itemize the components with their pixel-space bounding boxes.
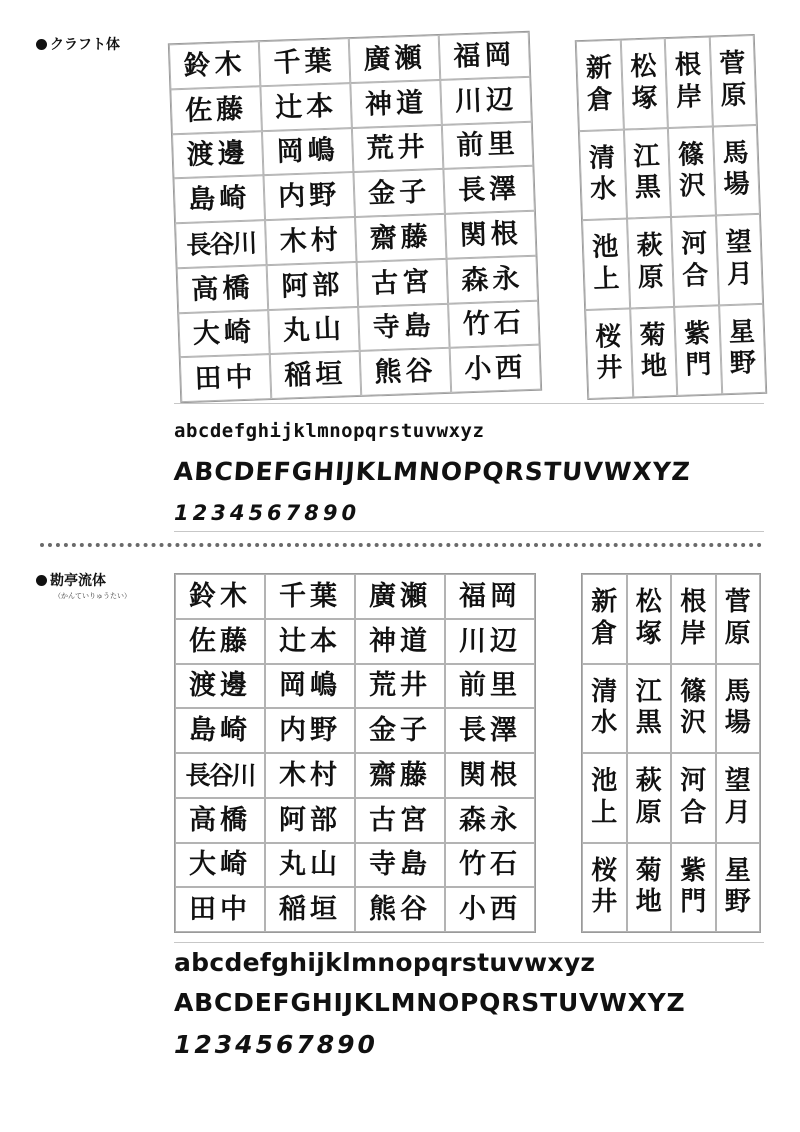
surname-text: 河合 xyxy=(680,766,707,828)
name-cell xyxy=(442,121,534,169)
surname-text: 田中 xyxy=(189,894,251,926)
surname-text: 岡嶋 xyxy=(279,670,341,702)
surname-text: 根岸 xyxy=(674,49,703,113)
name-cell xyxy=(353,169,445,217)
bullet-icon xyxy=(36,39,47,50)
surname-text: 阿部 xyxy=(280,269,344,303)
section-label-text: クラフト体 xyxy=(50,37,120,53)
name-cell xyxy=(175,843,265,888)
surname-text: 望月 xyxy=(724,766,751,828)
name-cell xyxy=(175,753,265,798)
divider xyxy=(174,403,764,404)
name-cell xyxy=(709,35,757,126)
name-cell xyxy=(582,843,627,933)
surname-text: 根岸 xyxy=(680,587,707,649)
section-label-text: 勘亭流体 xyxy=(50,573,106,589)
surname-text: 神道 xyxy=(364,87,428,121)
name-cell xyxy=(175,220,267,268)
surname-text: 内野 xyxy=(279,715,341,747)
surname-text: 内野 xyxy=(277,179,341,213)
surname-text: 齋藤 xyxy=(369,759,431,791)
surname-text: 森永 xyxy=(459,804,521,836)
name-cell xyxy=(445,887,535,932)
lowercase-sample: abcdefghijklmnopqrstuvwxyz xyxy=(174,948,596,977)
surname-text: 辻本 xyxy=(274,90,338,124)
surname-text: 寺島 xyxy=(372,310,436,344)
name-cell xyxy=(579,129,627,220)
name-cell xyxy=(439,32,531,80)
name-cell xyxy=(716,664,761,754)
uppercase-sample: ABCDEFGHIJKLMNOPQRSTUVWXYZ xyxy=(174,988,686,1017)
name-cell xyxy=(355,619,445,664)
surname-text: 桜井 xyxy=(591,855,618,918)
name-cell xyxy=(265,708,355,753)
bullet-icon xyxy=(36,575,47,586)
name-cell xyxy=(358,303,450,351)
divider xyxy=(174,531,764,532)
name-cell xyxy=(716,574,761,664)
name-cell xyxy=(445,574,535,619)
name-cell xyxy=(582,753,627,843)
name-sample-table-vertical xyxy=(575,34,767,400)
surname-text: 江黒 xyxy=(635,676,662,739)
name-cell xyxy=(262,128,354,176)
surname-text: 桜井 xyxy=(594,321,624,384)
surname-text: 星野 xyxy=(724,855,751,918)
surname-text: 熊谷 xyxy=(369,894,431,926)
surname-text: 鈴木 xyxy=(189,580,251,612)
surname-text: 渡邊 xyxy=(189,670,251,702)
surname-text: 清水 xyxy=(591,676,618,739)
name-cell xyxy=(627,753,672,843)
name-cell xyxy=(443,166,535,214)
name-cell xyxy=(447,255,539,303)
name-cell xyxy=(259,38,351,86)
surname-text: 島崎 xyxy=(187,182,251,216)
name-cell xyxy=(355,574,445,619)
name-cell xyxy=(175,664,265,709)
name-cell xyxy=(170,86,262,134)
name-cell xyxy=(627,217,675,308)
name-cell xyxy=(355,708,445,753)
name-cell xyxy=(445,843,535,888)
name-cell xyxy=(674,305,722,396)
surname-text: 稲垣 xyxy=(279,894,341,926)
name-cell xyxy=(445,708,535,753)
surname-text: 前里 xyxy=(456,128,520,162)
surname-text: 古宮 xyxy=(370,265,434,300)
name-cell xyxy=(630,306,678,397)
name-cell xyxy=(175,619,265,664)
name-cell xyxy=(715,214,763,305)
surname-text: 竹石 xyxy=(459,849,521,881)
name-cell xyxy=(260,83,352,131)
section-title-craft xyxy=(36,38,120,52)
surname-text: 紫門 xyxy=(683,318,712,381)
surname-text: 千葉 xyxy=(273,45,337,79)
name-cell xyxy=(169,41,261,89)
surname-text: 馬場 xyxy=(722,137,751,201)
surname-text: 小西 xyxy=(463,352,527,386)
surname-text: 星野 xyxy=(728,316,757,380)
surname-text: 荒井 xyxy=(366,131,430,165)
surname-text: 田中 xyxy=(194,361,258,395)
surname-text: 金子 xyxy=(367,176,431,210)
name-sample-table-vertical xyxy=(581,573,761,933)
surname-text: 大崎 xyxy=(192,316,256,351)
surname-text: 松塚 xyxy=(635,587,662,649)
surname-text: 神道 xyxy=(369,625,431,657)
surname-text: 佐藤 xyxy=(184,93,248,127)
name-cell xyxy=(268,306,360,354)
name-cell xyxy=(576,40,624,131)
name-cell xyxy=(671,664,716,754)
surname-text: 寺島 xyxy=(369,849,431,881)
name-cell xyxy=(627,574,672,664)
surname-text: 高橋 xyxy=(190,272,254,306)
surname-text: 菅原 xyxy=(724,587,751,649)
surname-text: 長澤 xyxy=(457,173,521,207)
surname-text: 金子 xyxy=(369,715,431,747)
name-cell xyxy=(671,843,716,933)
surname-text: 廣瀬 xyxy=(369,580,431,612)
surname-text: 河合 xyxy=(680,228,709,292)
surname-text: 関根 xyxy=(459,218,523,252)
name-cell xyxy=(175,887,265,932)
name-cell xyxy=(265,619,355,664)
name-cell xyxy=(177,265,269,313)
name-cell xyxy=(585,308,633,399)
name-cell xyxy=(445,753,535,798)
name-cell xyxy=(665,37,713,128)
surname-text: 福岡 xyxy=(459,580,521,612)
name-cell xyxy=(174,175,266,223)
lowercase-sample: abcdefghijklmnopqrstuvwxyz xyxy=(174,420,485,442)
surname-text: 千葉 xyxy=(279,580,341,612)
numeral-sample: 1234567890 xyxy=(174,501,361,525)
surname-text: 丸山 xyxy=(279,849,341,881)
numeral-sample: 1234567890 xyxy=(174,1030,378,1059)
surname-text: 齋藤 xyxy=(369,221,433,255)
name-cell xyxy=(445,664,535,709)
surname-text: 高橋 xyxy=(189,804,251,836)
surname-text: 鈴木 xyxy=(183,48,247,82)
surname-text: 廣瀬 xyxy=(362,42,427,76)
surname-text: 川辺 xyxy=(454,83,518,118)
name-cell xyxy=(350,80,442,128)
surname-text: 江黒 xyxy=(633,140,662,204)
surname-text: 新倉 xyxy=(591,587,618,649)
section-title-kantei xyxy=(36,574,106,588)
section-separator xyxy=(40,543,762,547)
surname-text: 篠沢 xyxy=(680,676,707,739)
surname-text: 池上 xyxy=(591,231,620,295)
divider xyxy=(174,942,764,943)
name-cell xyxy=(448,300,540,348)
surname-text: 森永 xyxy=(460,262,524,296)
name-cell xyxy=(668,126,716,217)
surname-text: 萩原 xyxy=(636,230,665,293)
surname-text: 松塚 xyxy=(629,51,659,115)
surname-text: 荒井 xyxy=(369,670,431,702)
name-sample-table-horizontal xyxy=(168,31,542,403)
name-cell xyxy=(178,310,270,358)
surname-text: 清水 xyxy=(588,142,617,206)
name-cell xyxy=(355,664,445,709)
name-cell xyxy=(671,753,716,843)
surname-text: 菊地 xyxy=(635,855,662,918)
section-reading: （かんていりゅうたい） xyxy=(54,592,131,600)
name-cell xyxy=(265,798,355,843)
name-cell xyxy=(716,753,761,843)
name-cell xyxy=(265,574,355,619)
surname-text: 岡嶋 xyxy=(276,134,340,169)
name-cell xyxy=(267,262,359,310)
surname-text: 竹石 xyxy=(462,307,526,341)
name-cell xyxy=(175,798,265,843)
surname-text: 関根 xyxy=(459,759,521,791)
name-cell xyxy=(172,131,264,179)
name-sample-table-horizontal xyxy=(174,573,536,933)
surname-text: 小西 xyxy=(459,894,521,926)
name-cell xyxy=(352,124,444,172)
surname-text: 熊谷 xyxy=(373,355,437,389)
surname-text: 木村 xyxy=(279,224,343,258)
surname-text: 木村 xyxy=(279,759,341,791)
name-cell xyxy=(627,664,672,754)
surname-text: 長谷川 xyxy=(185,760,255,790)
surname-text: 島崎 xyxy=(189,715,251,747)
surname-text: 川辺 xyxy=(459,625,521,657)
surname-text: 長澤 xyxy=(459,715,521,747)
name-cell xyxy=(270,351,362,399)
surname-text: 紫門 xyxy=(680,855,707,918)
surname-text: 福岡 xyxy=(452,39,516,73)
name-cell xyxy=(355,843,445,888)
surname-text: 長谷川 xyxy=(185,228,256,260)
name-cell xyxy=(355,214,447,262)
name-cell xyxy=(620,38,668,129)
name-cell xyxy=(582,219,630,310)
surname-text: 阿部 xyxy=(279,804,341,836)
name-cell xyxy=(175,574,265,619)
name-cell xyxy=(265,664,355,709)
name-cell xyxy=(712,124,760,215)
surname-text: 丸山 xyxy=(282,313,346,347)
name-cell xyxy=(450,345,542,393)
surname-text: 稲垣 xyxy=(283,358,348,392)
surname-text: 菅原 xyxy=(718,48,748,111)
name-cell xyxy=(440,77,532,125)
name-cell xyxy=(445,211,537,259)
name-cell xyxy=(719,303,767,394)
name-cell xyxy=(627,843,672,933)
name-cell xyxy=(355,887,445,932)
surname-text: 篠沢 xyxy=(677,139,706,202)
surname-text: 萩原 xyxy=(635,766,662,828)
name-cell xyxy=(349,35,441,83)
surname-text: 菊地 xyxy=(639,319,668,383)
name-cell xyxy=(180,354,272,402)
name-cell xyxy=(355,798,445,843)
name-cell xyxy=(355,753,445,798)
name-cell xyxy=(582,664,627,754)
name-cell xyxy=(175,708,265,753)
surname-text: 辻本 xyxy=(279,625,341,657)
name-cell xyxy=(623,128,671,219)
surname-text: 佐藤 xyxy=(189,625,251,657)
name-cell xyxy=(671,215,719,306)
surname-text: 渡邊 xyxy=(186,138,250,172)
name-cell xyxy=(265,843,355,888)
surname-text: 前里 xyxy=(459,670,521,702)
surname-text: 大崎 xyxy=(189,849,251,881)
name-cell xyxy=(445,798,535,843)
name-cell xyxy=(582,574,627,664)
name-cell xyxy=(360,348,452,396)
uppercase-sample: ABCDEFGHIJKLMNOPQRSTUVWXYZ xyxy=(172,457,692,486)
surname-text: 池上 xyxy=(591,766,618,828)
surname-text: 馬場 xyxy=(724,676,751,739)
surname-text: 望月 xyxy=(725,227,754,290)
name-cell xyxy=(445,619,535,664)
name-cell xyxy=(265,753,355,798)
name-cell xyxy=(263,172,355,220)
name-cell xyxy=(716,843,761,933)
surname-text: 古宮 xyxy=(369,804,431,836)
name-cell xyxy=(265,887,355,932)
surname-text: 新倉 xyxy=(585,53,614,116)
name-cell xyxy=(357,259,449,307)
name-cell xyxy=(671,574,716,664)
name-cell xyxy=(265,217,357,265)
